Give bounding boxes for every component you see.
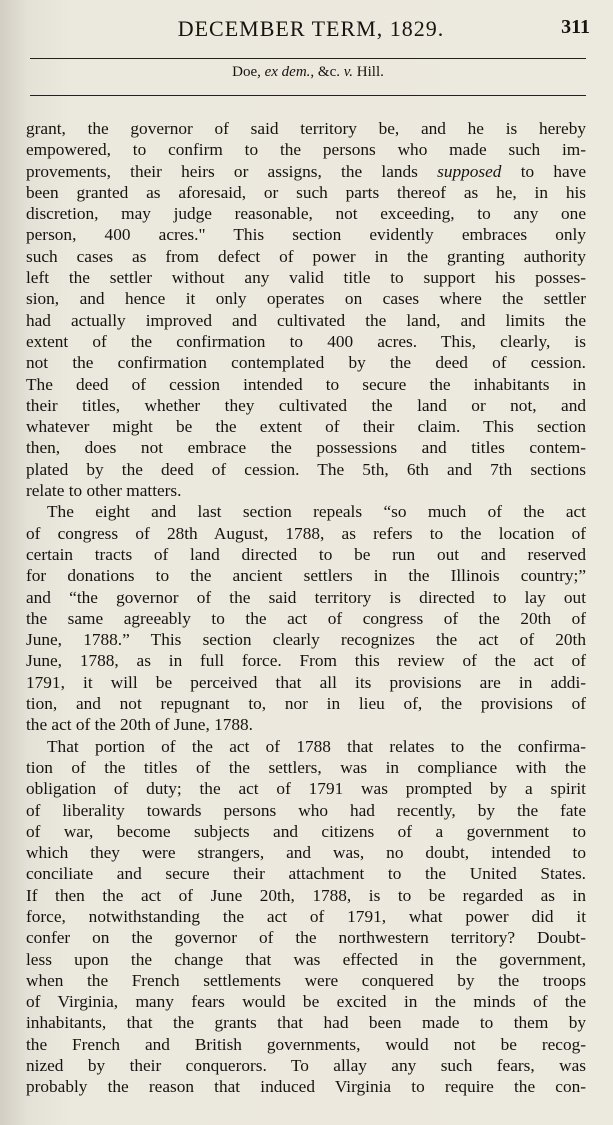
text-line: been granted as aforesaid, or such parts thereof as he, in his xyxy=(26,182,586,202)
body-text xyxy=(26,118,586,1098)
text-line: left the settler without any valid title to support his posses- xyxy=(26,268,586,288)
text-line: which they were strangers, and was, no doubt, intended to xyxy=(26,843,586,863)
text-line: of congress of 28th August, 1788, as refers to the location of xyxy=(26,523,586,543)
text-line: The deed of cession intended to secure the inhabitants in xyxy=(26,374,586,394)
text-line: had actually improved and cultivated the land, and limits the xyxy=(26,310,586,330)
text-line: confer on the governor of the northwestern territory? Doubt- xyxy=(26,928,586,948)
header-rule-top xyxy=(30,58,586,59)
header-rule-bottom xyxy=(30,95,586,96)
text-line: relate to other matters. xyxy=(26,481,182,501)
text-line: probably the reason that induced Virginia to require the con- xyxy=(26,1077,586,1097)
page-number: 311 xyxy=(561,16,590,38)
text-line: the act of the 20th of June, 1788. xyxy=(26,715,254,735)
case-title: Doe, ex dem., &c. v. Hill. xyxy=(232,64,384,80)
text-line: when the French settlements were conquered by the troops xyxy=(26,970,586,990)
text-line: tion, and not repugnant to, nor in lieu of, the provisions of xyxy=(26,694,586,714)
text-line: provements, their heirs or assigns, the lands supposed to have xyxy=(26,161,586,181)
text-line: tion of the titles of the settlers, was in compliance with the xyxy=(26,757,586,777)
text-line: June, 1788, as in full force. From this review of the act of xyxy=(26,651,586,671)
text-line: less upon the change that was effected in the government, xyxy=(26,949,586,969)
text-line: empowered, to confirm to the persons who made such im- xyxy=(26,140,586,160)
text-line: the same agreeably to the act of congress of the 20th of xyxy=(26,608,586,628)
text-line: inhabitants, that the grants that had been made to them by xyxy=(26,1013,586,1033)
text-line: June, 1788.” This section clearly recognizes the act of 20th xyxy=(26,630,586,650)
running-head-title: DECEMBER TERM, 1829. xyxy=(177,16,445,41)
text-line: their titles, whether they cultivated the land or not, and xyxy=(26,395,586,415)
text-line: discretion, may judge reasonable, not exceeding, to any one xyxy=(26,204,586,224)
text-line: conciliate and secure their attachment to the United States. xyxy=(26,864,586,884)
text-line: certain tracts of land directed to be run out and reserved xyxy=(26,544,586,564)
text-line: 1791, it will be perceived that all its provisions are in addi- xyxy=(26,672,586,692)
paragraph-first-line: The eight and last section repeals “so much of the act xyxy=(47,502,586,522)
text-line: not the confirmation contemplated by the deed of cession. xyxy=(26,353,586,373)
text-line: plated by the deed of cession. The 5th, 6th and 7th sections xyxy=(26,459,586,479)
running-head xyxy=(22,12,590,46)
text-line: nized by their conquerors. To allay any such fears, was xyxy=(26,1056,586,1076)
text-line: for donations to the ancient settlers in the Illinois country;” xyxy=(26,566,586,586)
text-line: such cases as from defect of power in the granting authority xyxy=(26,246,586,266)
text-line: sion, and hence it only operates on cases where the settler xyxy=(26,289,586,309)
text-line: then, does not embrace the possessions and titles contem- xyxy=(26,438,586,458)
text-line: and “the governor of the said territory is directed to lay out xyxy=(26,587,586,607)
text-line: grant, the governor of said territory be, and he is hereby xyxy=(26,119,586,138)
paragraph-first-line: That portion of the act of 1788 that relates to the confirma- xyxy=(47,736,586,756)
text-line: obligation of duty; the act of 1791 was prompted by a spirit xyxy=(26,779,586,799)
text-line: whatever might be the extent of their claim. This section xyxy=(26,417,586,437)
text-line: of liberality towards persons who had recently, by the fate xyxy=(26,800,586,820)
text-line: person, 400 acres." This section evidently embraces only xyxy=(26,225,586,245)
text-line: of war, become subjects and citizens of a government to xyxy=(26,821,586,841)
text-line: extent of the confirmation to 400 acres. This, clearly, is xyxy=(26,331,586,351)
text-line: the French and British governments, would not be recog- xyxy=(26,1034,586,1054)
text-line: force, notwithstanding the act of 1791, what power did it xyxy=(26,906,586,926)
text-line: If then the act of June 20th, 1788, is to be regarded as in xyxy=(26,885,586,905)
text-line: of Virginia, many fears would be excited in the minds of the xyxy=(26,992,586,1012)
